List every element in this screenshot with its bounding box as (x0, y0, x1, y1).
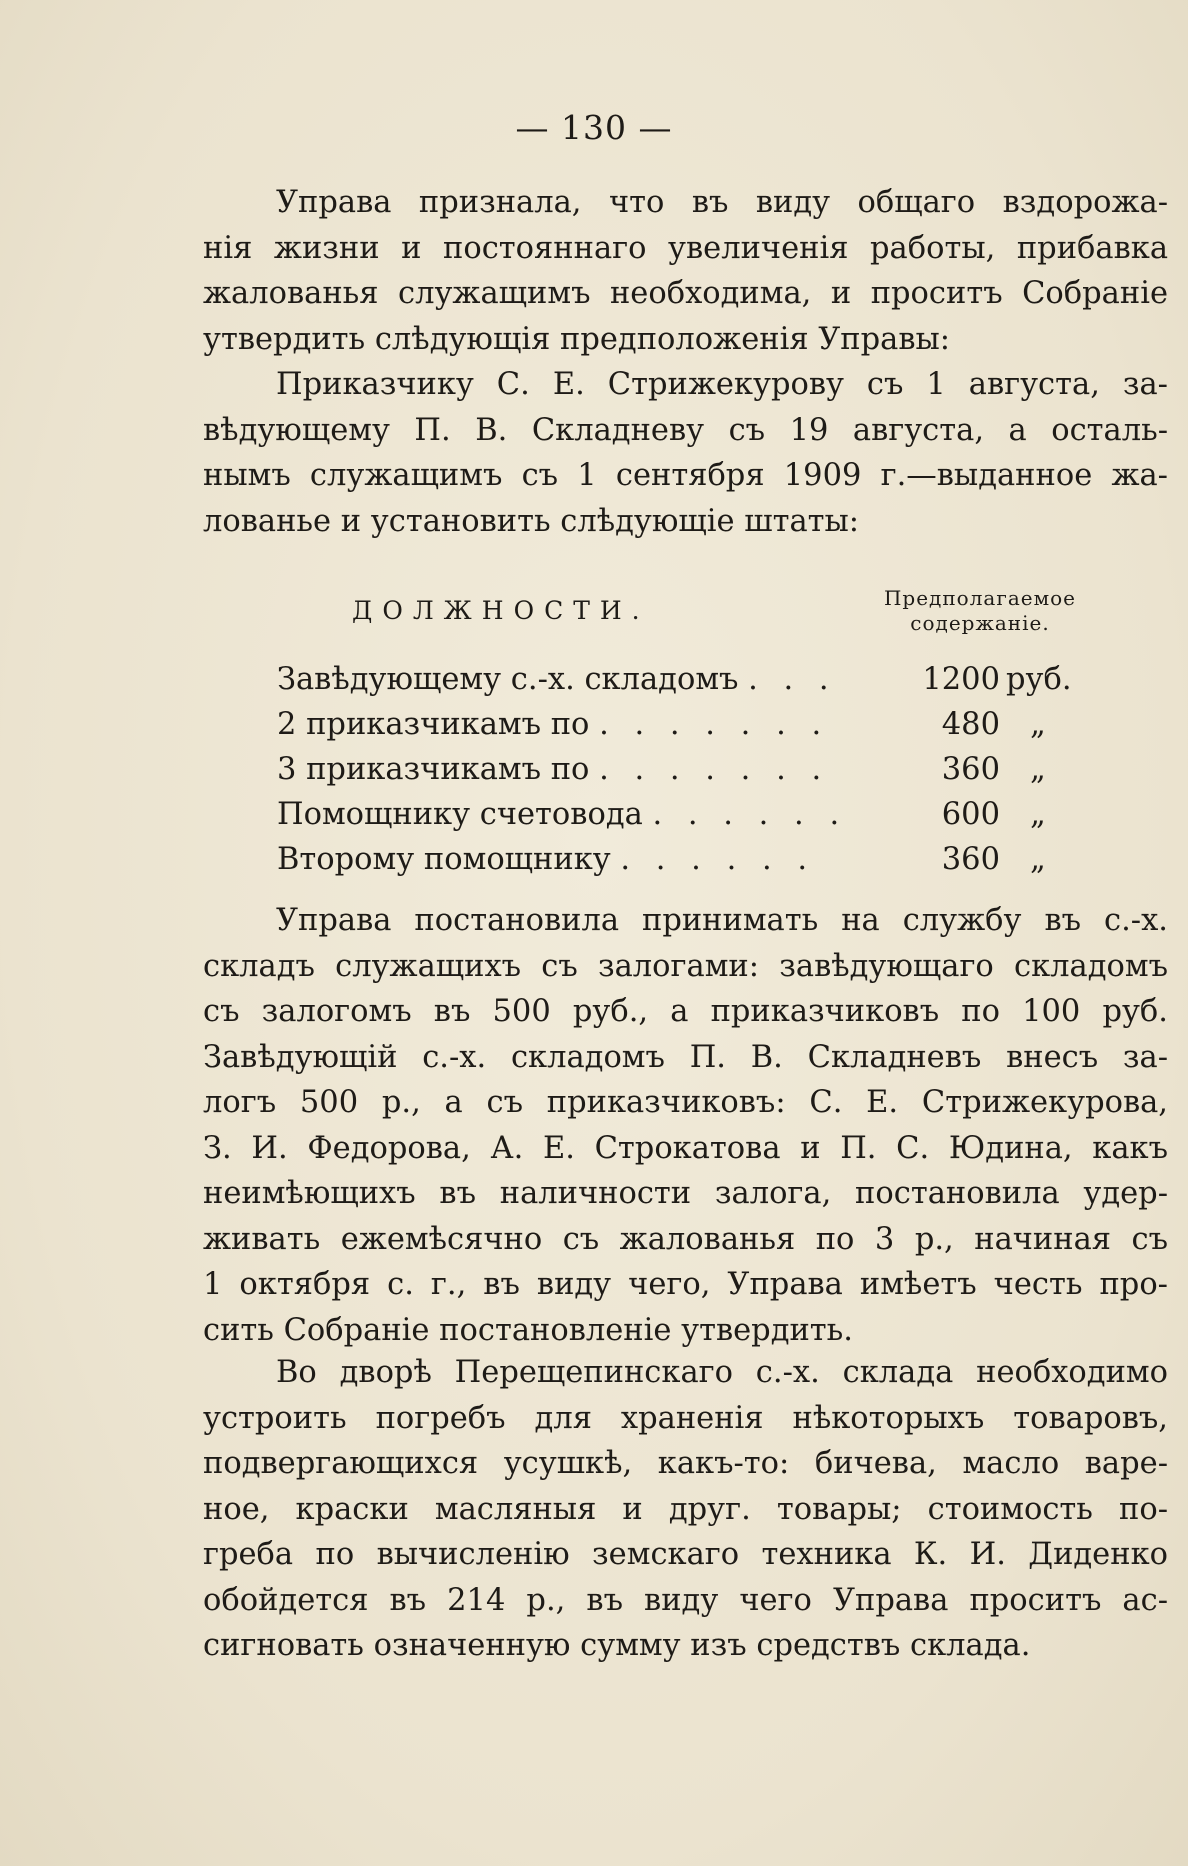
text-line: складъ служащихъ съ залогами: завѣдующаго складомъ (203, 948, 1168, 984)
text-line: устроить погребъ для храненія нѣкоторыхъ товаровъ, (203, 1400, 1168, 1436)
text-line: живать ежемѣсячно съ жалованья по 3 р., начиная съ (203, 1221, 1168, 1257)
text-line: неимѣющихъ въ наличности залога, постановила удер- (203, 1176, 1168, 1211)
dot-leader: . . . . . . . (599, 707, 830, 742)
position-name: 3 приказчикамъ по (277, 752, 590, 787)
text-line: подвергающихся усушкѣ, какъ-то: бичева, масло варе- (203, 1446, 1168, 1481)
dot-leader: . . . . . . . (599, 752, 830, 787)
dot-leader: . . . . . . (620, 842, 816, 877)
column-header-positions: ДОЛЖНОСТИ. (352, 596, 650, 625)
table-row (0, 747, 1188, 792)
text-line: обойдется въ 214 р., въ виду чего Управа проситъ ас- (203, 1582, 1168, 1618)
text-line: лованье и установить слѣдующіе штаты: (203, 503, 860, 539)
salary-amount: 480 (941, 707, 1000, 742)
text-line: греба по вычисленію земскаго техника К. И. Диденко (203, 1537, 1168, 1572)
ditto-mark: „ (1030, 752, 1046, 787)
table-row (0, 702, 1188, 747)
paragraph-salary-increase (203, 180, 1168, 362)
paragraph-cellar (203, 1350, 1168, 1669)
position-name: Помощнику счетовода (277, 797, 643, 832)
text-line: З. И. Федорова, А. Е. Строкатова и П. С. Юдина, какъ (203, 1130, 1168, 1166)
text-line: Управа постановила принимать на службу въ с.-х. (276, 903, 1168, 938)
text-line: жалованья служащимъ необходима, и проситъ Собраніе (203, 276, 1168, 311)
text-line: ное, краски масляныя и друг. товары; стоимость по- (203, 1491, 1168, 1527)
text-line: Во дворѣ Перещепинскаго с.-х. склада необходимо (276, 1355, 1168, 1390)
text-line: нымъ служащимъ съ 1 сентября 1909 г.—выданное жа- (203, 458, 1168, 493)
dot-leader: . . . . . . (652, 797, 848, 832)
ditto-mark: „ (1030, 842, 1046, 877)
paragraph-staff-dates (203, 362, 1168, 544)
position-name: 2 приказчикамъ по (277, 707, 590, 742)
position-name: Завѣдующему с.-х. складомъ (277, 662, 739, 697)
text-line: логъ 500 р., а съ приказчиковъ: С. Е. Стрижекурова, (203, 1085, 1168, 1120)
position-name: Второму помощнику (277, 842, 611, 877)
text-line: нія жизни и постояннаго увеличенія работы, прибавка (203, 230, 1168, 266)
staff-table-header (0, 586, 1188, 646)
salary-amount: 1200 (922, 662, 1000, 697)
ditto-mark: „ (1030, 797, 1046, 832)
text-line: сить Собраніе постановленіе утвердить. (203, 1312, 853, 1348)
salary-amount: 360 (941, 752, 1000, 787)
ditto-mark: „ (1030, 707, 1046, 742)
text-line: сигновать означенную сумму изъ средствъ склада. (203, 1628, 1031, 1663)
text-line: Управа признала, что въ виду общаго вздорожа- (276, 185, 1168, 220)
table-row (0, 792, 1188, 837)
table-row (0, 657, 1188, 702)
table-row (0, 837, 1188, 882)
dot-leader: . . . (748, 662, 837, 697)
page-number: — 130 — (515, 108, 673, 147)
salary-unit: руб. (1006, 662, 1072, 697)
salary-amount: 600 (941, 797, 1000, 832)
text-line: вѣдующему П. В. Складневу съ 19 августа, а осталь- (203, 412, 1168, 448)
text-line: 1 октября с. г., въ виду чего, Управа имѣетъ честь про- (203, 1267, 1168, 1302)
text-line: съ залогомъ въ 500 руб., а приказчиковъ по 100 руб. (203, 994, 1168, 1029)
column-header-salary: Предполагаемое содержаніе. (883, 586, 1077, 635)
text-line: Приказчику С. Е. Стрижекурову съ 1 августа, за- (276, 367, 1168, 402)
text-line: Завѣдующій с.-х. складомъ П. В. Складневъ внесъ за- (203, 1039, 1168, 1075)
text-line: утвердить слѣдующія предположенія Управы: (203, 321, 951, 357)
paragraph-deposits (203, 898, 1168, 1353)
salary-amount: 360 (941, 842, 1000, 877)
